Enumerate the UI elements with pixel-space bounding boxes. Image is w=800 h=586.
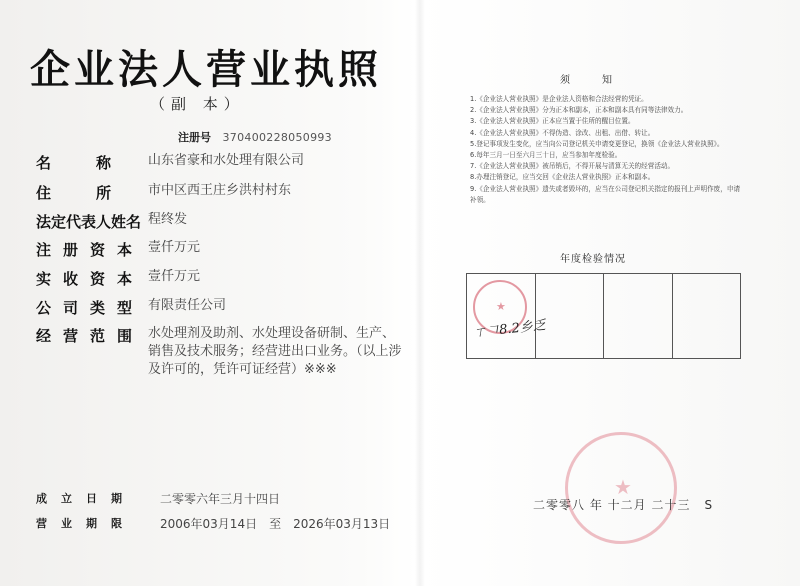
notice-item: 1.《企业法人营业执照》是企业法人资格和合法经营的凭证。 [470, 95, 648, 103]
issue-date-suffix: S [704, 498, 714, 512]
registration-number-row [178, 129, 332, 145]
field-paid-capital [36, 268, 406, 290]
field-legal-rep-value: 程终发 [148, 212, 188, 227]
star-icon: ★ [496, 300, 506, 313]
field-address-label: 住 所 [36, 184, 112, 202]
inspection-cell [467, 274, 547, 358]
field-name-value: 山东省豪和水处理有限公司 [148, 153, 305, 168]
date-established-label: 成立日期 [36, 492, 136, 505]
issue-date [533, 496, 713, 513]
star-icon: ★ [614, 475, 632, 499]
field-company-type-value: 有限责任公司 [148, 298, 227, 313]
field-paid-capital-value: 壹仟万元 [148, 269, 201, 284]
field-registered-capital-value: 壹仟万元 [148, 240, 201, 255]
issue-date-text: 二零零八 年 十二月 二十三 [533, 498, 691, 512]
notice-item: 5.登记事项发生变化，应当向公司登记机关申请变更登记，换领《企业法人营业执照》。 [470, 139, 724, 148]
notice-item: 3.《企业法人营业执照》正本应当置于住所的醒目位置。 [470, 117, 635, 126]
inspection-cell [536, 274, 605, 358]
registration-number-label: 注册号 [178, 131, 211, 144]
field-registered-capital [36, 239, 406, 261]
notice-item: 4.《企业法人营业执照》不得伪造、涂改、出租、出借、转让。 [470, 128, 655, 137]
field-company-type [36, 297, 406, 319]
notice-item: 9.《企业法人营业执照》遗失或者毁坏的，应当在公司登记机关指定的报刊上声明作废，申请补领。 [470, 184, 741, 204]
page-fold [415, 0, 425, 586]
inspection-signature: ㄒ𠃍8.2乡乏 [472, 318, 547, 341]
document-title: 企业法人营业执照 [30, 46, 382, 93]
field-business-scope-value: 水处理剂及助剂、水处理设备研制、生产、销售及技术服务；经营进出口业务。（以上涉及许可的，凭许可证经营）※※※ [148, 326, 402, 377]
field-paid-capital-label: 实收资本 [36, 270, 145, 288]
notice-item: 6.每年三月一日至六月三十日，应当参加年度检验。 [470, 151, 622, 160]
field-business-scope-label: 经营范围 [36, 327, 145, 345]
official-seal-icon [565, 432, 677, 544]
notice-item: 7.《企业法人营业执照》被吊销后，不得开展与清算无关的经营活动。 [470, 162, 675, 171]
notice-item: 2.《企业法人营业执照》分为正本和副本，正本和副本具有同等法律效力。 [470, 106, 688, 115]
annual-inspection-title: 年度检验情况 [560, 254, 626, 265]
field-name [36, 152, 406, 174]
inspection-cell [604, 274, 673, 358]
field-company-type-label: 公司类型 [36, 299, 145, 317]
field-legal-rep-label: 法定代表人姓名 [36, 213, 142, 231]
field-legal-rep [36, 211, 406, 233]
field-address-value: 市中区西王庄乡洪村村东 [148, 183, 292, 198]
annual-inspection-table [466, 273, 741, 359]
registration-number-value: 370400228050993 [222, 131, 332, 144]
field-address [36, 182, 406, 204]
document-subtitle: （副 本） [150, 95, 245, 113]
date-term-label: 营业期限 [36, 517, 136, 530]
field-name-label: 名 称 [36, 154, 112, 172]
notice-item: 8.办理注销登记，应当交回《企业法人营业执照》正本和副本。 [470, 173, 655, 182]
field-registered-capital-label: 注册资本 [36, 241, 145, 259]
field-business-scope [36, 325, 406, 385]
date-term [36, 515, 391, 531]
date-established-value: 二零零六年三月十四日 [160, 492, 281, 506]
notice-title: 须知 [560, 75, 644, 86]
notice-list [470, 94, 745, 206]
date-established [36, 490, 281, 506]
date-term-value: 2006年03月14日 至 2026年03月13日 [160, 517, 391, 531]
inspection-cell [673, 274, 741, 358]
